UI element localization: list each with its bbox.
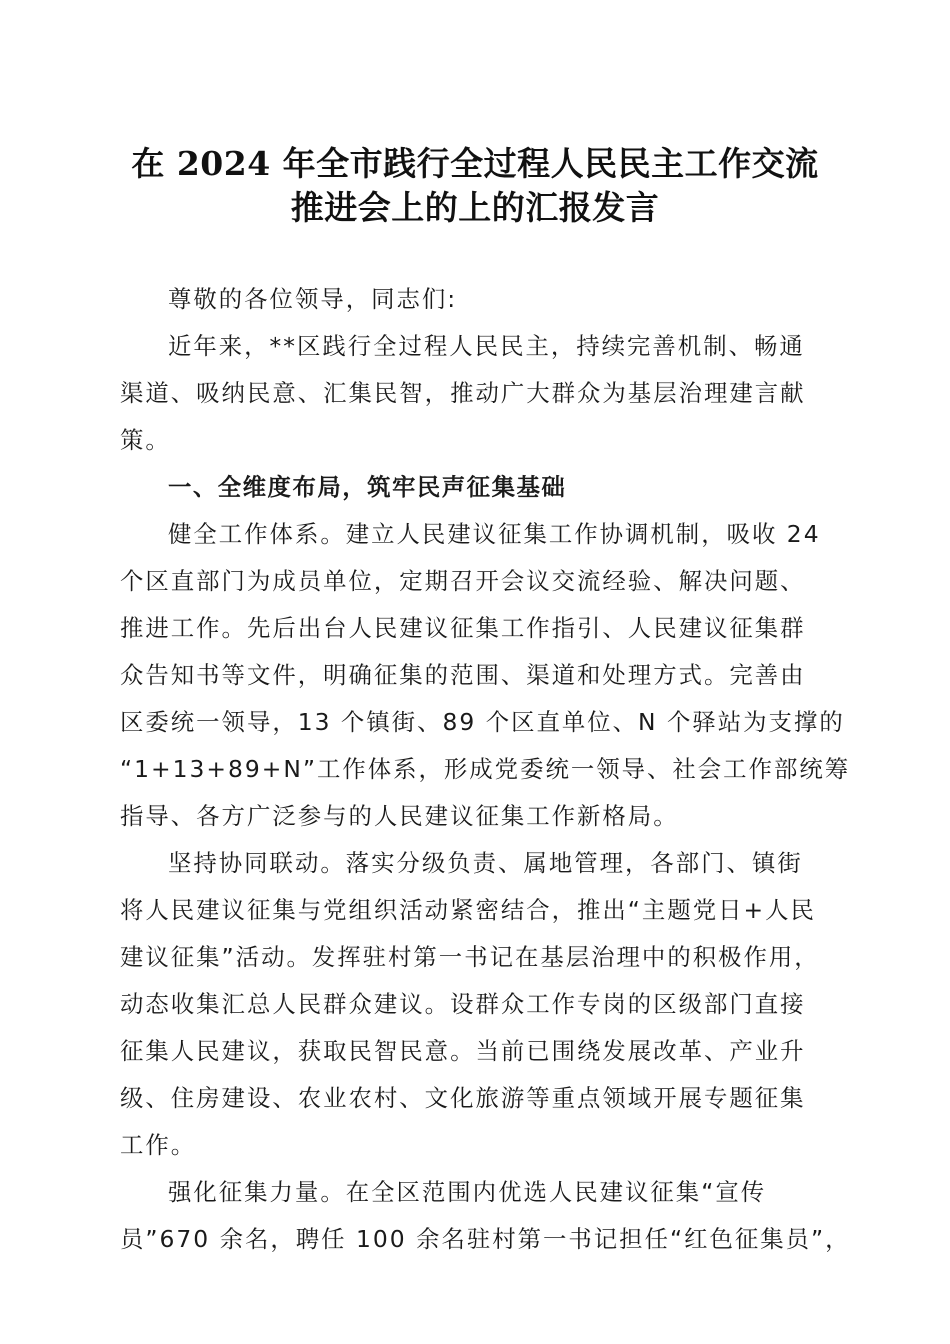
text-line: 员”670 余名，聘任 100 余名驻村第一书记担任“红色征集员”， bbox=[120, 1225, 851, 1253]
text-line: 建议征集”活动。发挥驻村第一书记在基层治理中的积极作用， bbox=[120, 943, 820, 971]
document-page bbox=[120, 142, 851, 1263]
document-body bbox=[120, 276, 851, 1263]
heading-text: 一、全维度布局，筑牢民声征集基础 bbox=[168, 473, 567, 501]
text-line: 渠道、吸纳民意、汇集民智，推动广大群众为基层治理建言献 bbox=[120, 379, 806, 407]
text-line: 级、住房建设、农业农村、文化旅游等重点领域开展专题征集 bbox=[120, 1084, 806, 1112]
text-line: 策。 bbox=[120, 426, 171, 454]
text-line: 强化征集力量。在全区范围内优选人民建议征集“宣传 bbox=[168, 1178, 767, 1206]
text-line: 近年来，**区践行全过程人民民主，持续完善机制、畅通 bbox=[168, 332, 805, 360]
text-line: 个区直部门为成员单位，定期召开会议交流经验、解决问题、 bbox=[120, 567, 806, 595]
text-line: 动态收集汇总人民群众建议。设群众工作专岗的区级部门直接 bbox=[120, 990, 806, 1018]
paragraph-collection-force bbox=[120, 1169, 851, 1263]
text-line: 众告知书等文件，明确征集的范围、渠道和处理方式。完善由 bbox=[120, 661, 806, 689]
paragraph-work-system bbox=[120, 511, 851, 840]
title-line-1: 在 2024 年全市践行全过程人民民主工作交流 bbox=[131, 144, 819, 183]
paragraph-coordination bbox=[120, 840, 830, 1169]
text-line: 健全工作体系。建立人民建议征集工作协调机制，吸收 24 bbox=[168, 520, 821, 548]
text-line: 征集人民建议，获取民智民意。当前已围绕发展改革、产业升 bbox=[120, 1037, 806, 1065]
text-line: 工作。 bbox=[120, 1131, 197, 1159]
document-title bbox=[120, 142, 830, 230]
text-line: 尊敬的各位领导，同志们: bbox=[168, 285, 458, 313]
intro-paragraph bbox=[120, 323, 830, 464]
section-heading bbox=[120, 464, 830, 511]
text-line: 推进工作。先后出台人民建议征集工作指引、人民建议征集群 bbox=[120, 614, 806, 642]
text-line: 将人民建议征集与党组织活动紧密结合，推出“主题党日+人民 bbox=[120, 896, 816, 924]
text-line: 指导、各方广泛参与的人民建议征集工作新格局。 bbox=[120, 802, 679, 830]
title-line-2: 推进会上的上的汇报发言 bbox=[290, 188, 660, 227]
text-line: “1+13+89+N”工作体系，形成党委统一领导、社会工作部统筹 bbox=[120, 755, 851, 783]
salutation bbox=[120, 276, 830, 323]
text-line: 坚持协同联动。落实分级负责、属地管理，各部门、镇街 bbox=[168, 849, 803, 877]
text-line: 区委统一领导，13 个镇街、89 个区直单位、N 个驿站为支撑的 bbox=[120, 708, 845, 736]
